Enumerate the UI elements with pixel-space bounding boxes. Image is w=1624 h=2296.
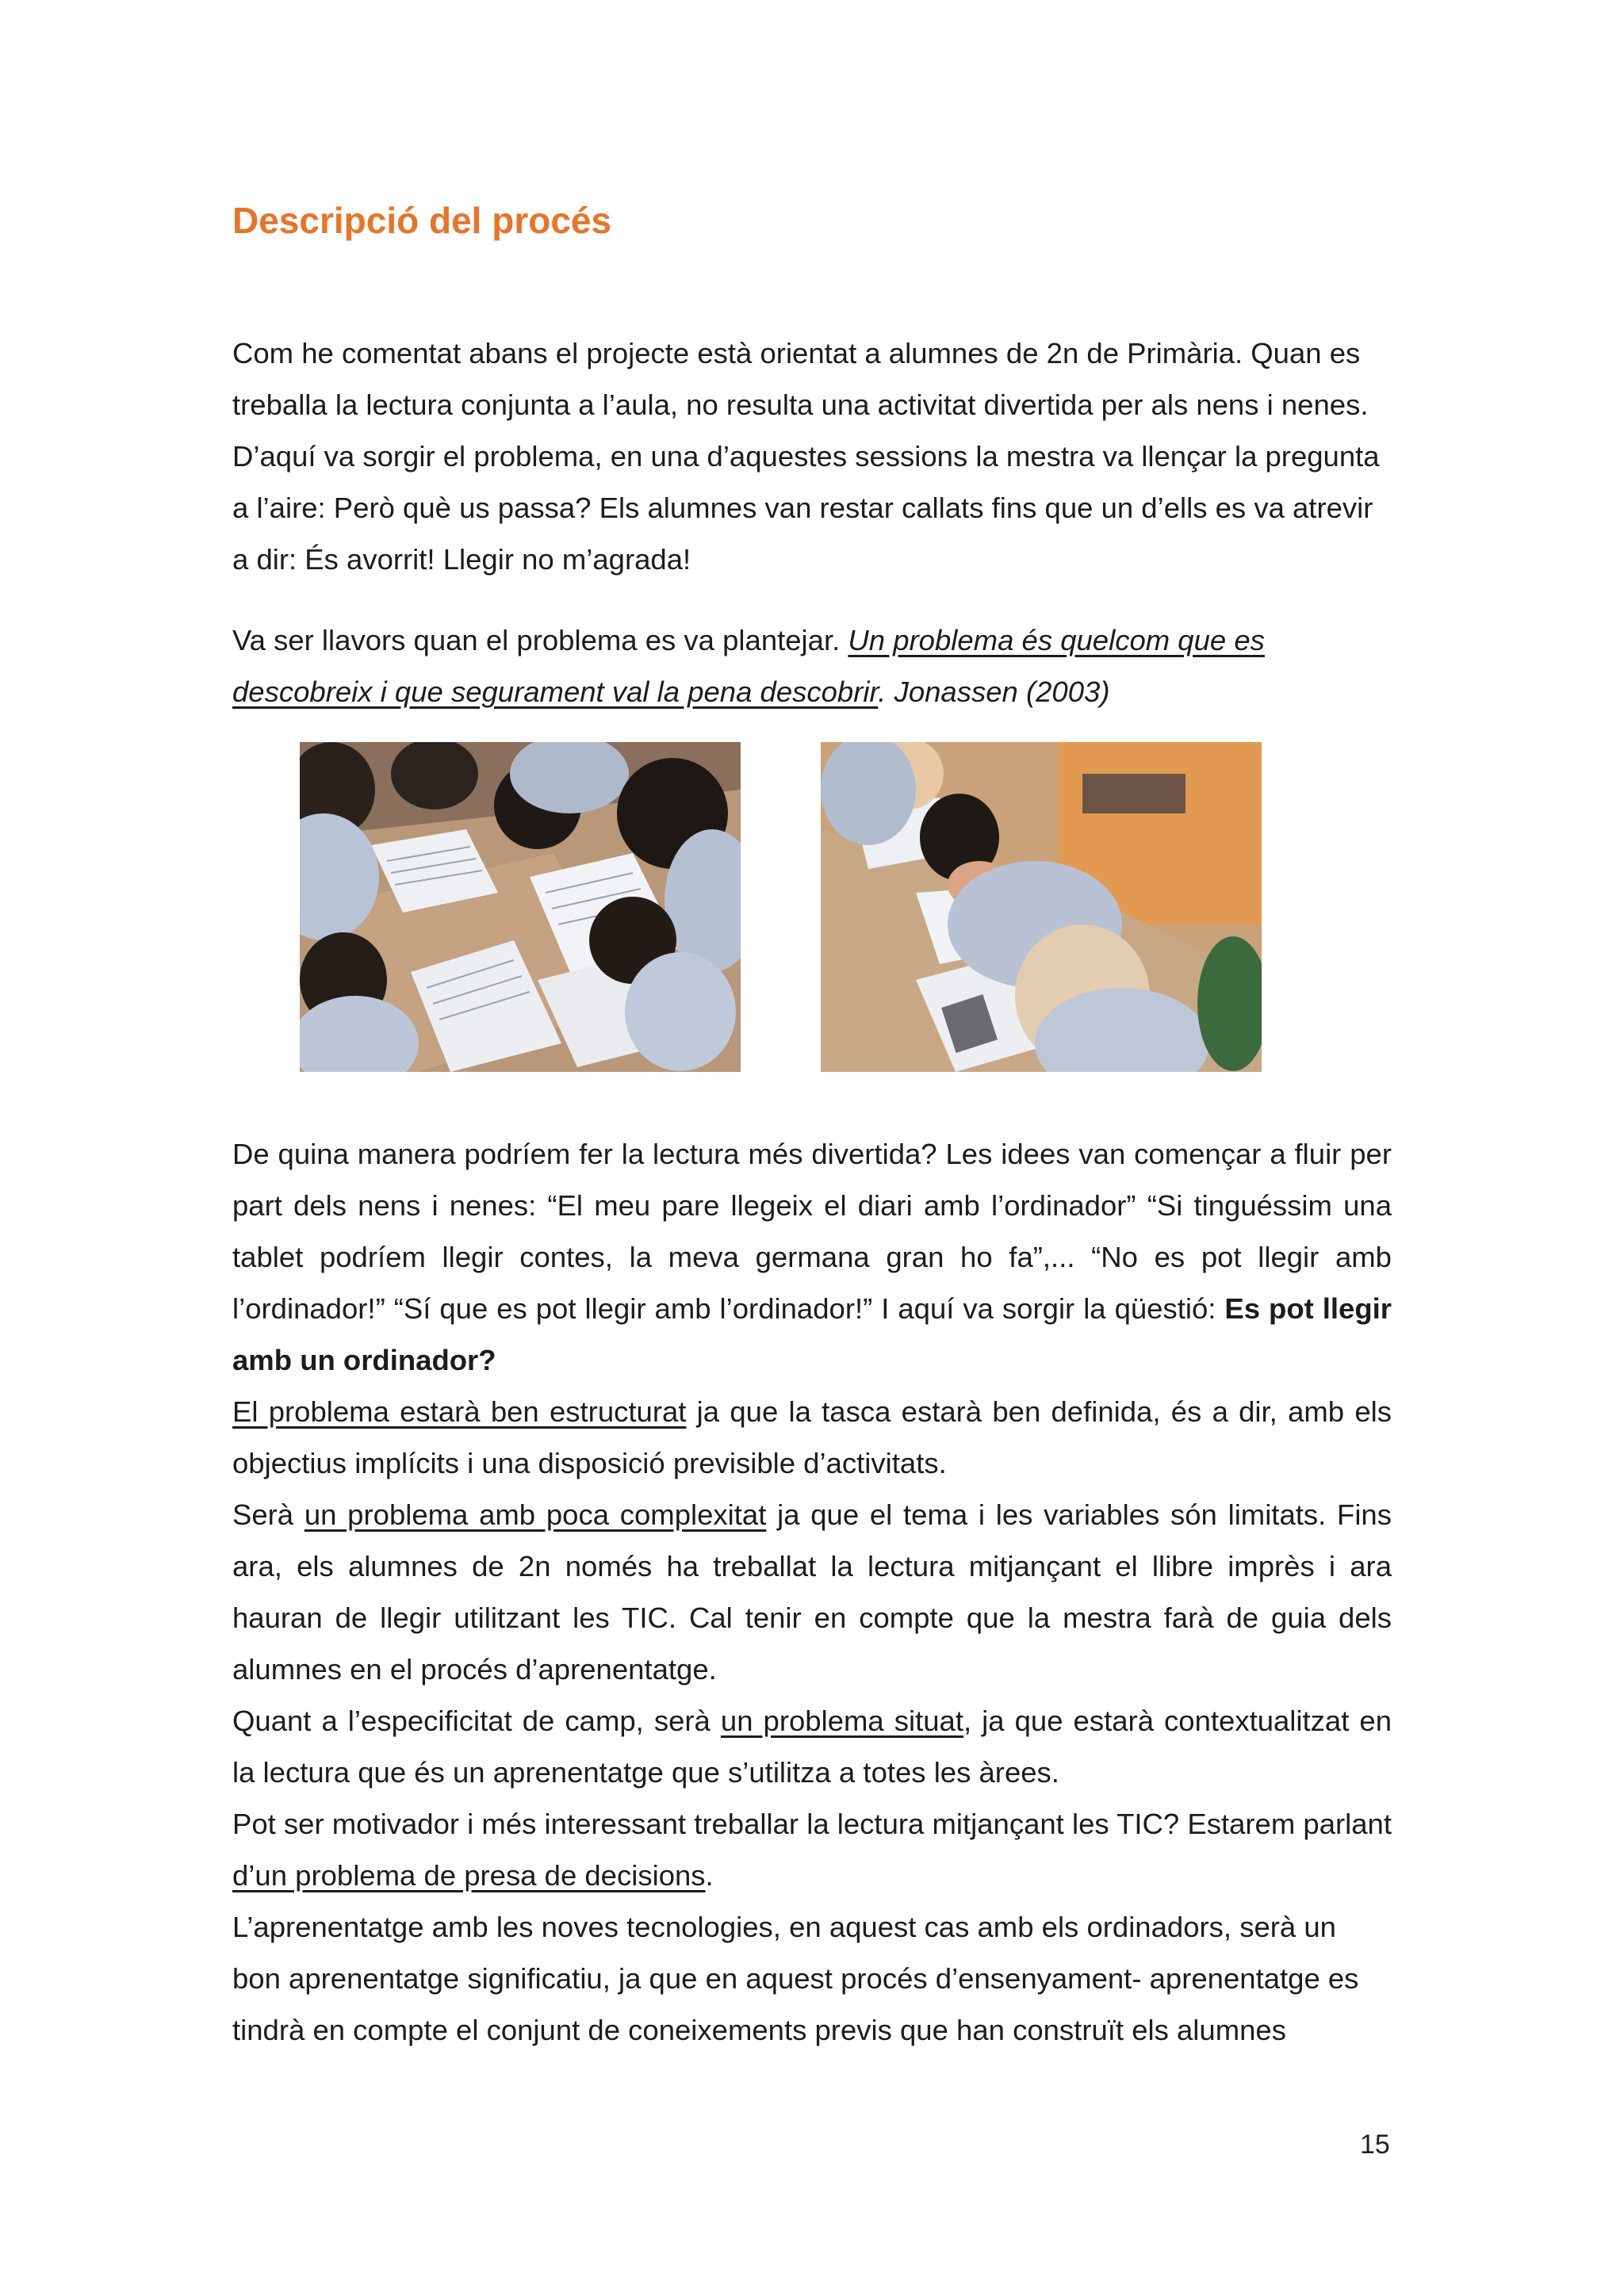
classroom-photo-right-image — [821, 742, 1262, 1072]
situated-lead: Quant a l’especificitat de camp, serà — [232, 1705, 721, 1737]
situated-rest: , ja que estarà contextualitzat en la lectura que és un aprenentatge que s’utilitza a totes les àrees. — [232, 1705, 1392, 1789]
discussion-block — [232, 1128, 1392, 2056]
classroom-photo-left-image — [300, 742, 741, 1072]
structured-term: El problema estarà ben estructurat — [232, 1395, 687, 1428]
jonassen-quote: Un problema és quelcom que es descobreix i que segurament val la pena descobrir — [232, 624, 1265, 708]
classroom-photo-right — [821, 742, 1262, 1072]
section-heading: Descripció del procés — [232, 200, 612, 241]
page-number: 15 — [1360, 2130, 1390, 2160]
complexity-lead: Serà — [232, 1498, 304, 1531]
complexity-term: un problema amb poca complexitat — [304, 1498, 767, 1531]
situated-term: un problema situat — [720, 1705, 963, 1737]
jonassen-citation: . Jonassen (2003) — [878, 675, 1110, 708]
complexity-paragraph — [232, 1489, 1392, 1695]
situated-paragraph — [232, 1695, 1392, 1798]
key-question: Es pot llegir amb un ordinador? — [232, 1292, 1392, 1376]
decisions-paragraph — [232, 1798, 1392, 1901]
intro-block — [232, 327, 1392, 585]
decisions-lead: Pot ser motivador i més interessant treballar la lectura mitjançant les TIC? Estarem parlant — [232, 1808, 1392, 1840]
intro-paragraph: Com he comentat abans el projecte està orientat a alumnes de 2n de Primària. Quan es treballa la lectura conjunta a l’aula, no resulta una activitat divertida per als nens i nenes. D’aquí va sorgir el problema, en una d’aquestes sessions la mestra va llençar la pregunta a l’aire: Però què us passa? Els alumnes van restar callats fins que un d’ells es va atrevir a dir: És avorrit! Llegir no m’agrada! — [232, 337, 1380, 576]
decisions-rest: . — [705, 1859, 714, 1892]
question-paragraph — [232, 1128, 1392, 1386]
question-text: De quina manera podríem fer la lectura més divertida? Les idees van començar a fluir per part dels nens i nenes: “El meu pare llegeix el diari amb l’ordinador” “Si tinguéssim una tablet podríem llegir contes, la meva germana gran ho fa”,... “No es pot llegir amb l’ordinador!” “Sí que es pot llegir amb l’ordinador!” I aquí va sorgir la qüestió: — [232, 1138, 1392, 1325]
quote-lead: Va ser llavors quan el problema es va plantejar. — [232, 624, 848, 656]
learning-paragraph: L’aprenentatge amb les noves tecnologies, en aquest cas amb els ordinadors, serà un bon aprenentatge significatiu, ja que en aquest procés d’ensenyament- aprenentatge es tindrà en compte el conjunt de coneixements previs que han construït els alumnes — [232, 1911, 1359, 2046]
quote-paragraph — [232, 614, 1392, 718]
classroom-photo-left — [300, 742, 741, 1072]
structured-paragraph — [232, 1386, 1392, 1489]
quote-block — [232, 614, 1392, 718]
structured-rest: ja que la tasca estarà ben definida, és a dir, amb els objectius implícits i una disposició previsible d’activitats. — [232, 1395, 1392, 1479]
complexity-rest: ja que el tema i les variables són limitats. Fins ara, els alumnes de 2n només ha treballat la lectura mitjançant el llibre imprès i ara hauran de llegir utilitzant les TIC. Cal tenir en compte que la mestra farà de guia dels alumnes en el procés d’aprenentatge. — [232, 1498, 1392, 1686]
decisions-term: d’un problema de presa de decisions — [232, 1859, 706, 1892]
